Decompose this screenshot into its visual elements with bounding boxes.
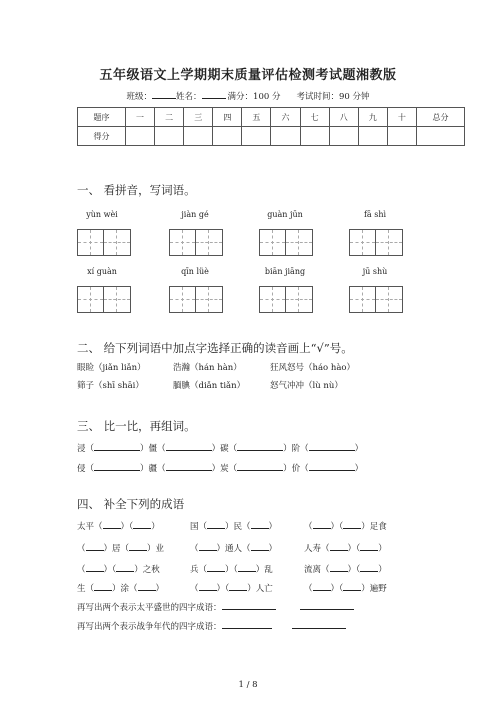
idiom-blank[interactable] bbox=[103, 519, 121, 529]
idiom-text: 太平（ bbox=[77, 522, 103, 532]
answer-blank[interactable] bbox=[292, 619, 346, 629]
answer-blank[interactable] bbox=[309, 461, 355, 471]
idiom-text: ）民（ bbox=[225, 522, 251, 532]
exam-info-line bbox=[0, 89, 496, 102]
score-header-cell: 九 bbox=[358, 108, 387, 127]
score-cell[interactable] bbox=[213, 127, 242, 146]
section-1-title: 一、 看拼音，写词语。 bbox=[77, 183, 196, 197]
idiom-text: （ bbox=[77, 565, 86, 575]
compare-char: 炭 bbox=[220, 464, 229, 474]
idiom-line bbox=[304, 581, 387, 594]
idiom-text: 生（ bbox=[77, 584, 95, 594]
section-3-title: 三、 比一比，再组词。 bbox=[77, 419, 196, 433]
score-cell[interactable] bbox=[155, 127, 184, 146]
idiom-text: 兵（ bbox=[190, 565, 208, 575]
answer-blank[interactable] bbox=[94, 461, 140, 471]
class-label: 班级： bbox=[126, 92, 153, 102]
idiom-blank[interactable] bbox=[138, 581, 156, 591]
answer-blank[interactable] bbox=[94, 441, 140, 451]
idiom-text: ）（ bbox=[216, 584, 230, 594]
idiom-text: ）（ bbox=[330, 584, 344, 594]
reading-choice[interactable]: 筛子（shī shāi） bbox=[77, 381, 144, 391]
name-label: 姓名： bbox=[176, 92, 202, 102]
idiom-text: ） bbox=[151, 522, 160, 532]
score-header-cell: 七 bbox=[300, 108, 329, 127]
idiom-line bbox=[304, 541, 387, 554]
pinyin-label: fā shì bbox=[363, 210, 387, 219]
reading-choice[interactable]: 腼腆（diǎn tiǎn） bbox=[173, 381, 246, 391]
answer-blank[interactable] bbox=[166, 441, 212, 451]
page-title: 五年级语文上学期期末质量评估检测考试题湘教版 bbox=[99, 68, 397, 83]
idiom-text: ）足食 bbox=[361, 522, 387, 532]
idiom-blank[interactable] bbox=[360, 541, 378, 551]
idiom-text: ）（ bbox=[103, 565, 117, 575]
score-row-label: 得分 bbox=[78, 127, 126, 146]
tian-grid-box[interactable] bbox=[349, 229, 403, 256]
answer-blank[interactable] bbox=[166, 461, 212, 471]
idiom-blank[interactable] bbox=[313, 581, 331, 591]
idiom-line bbox=[77, 541, 164, 554]
score-cell[interactable] bbox=[387, 127, 416, 146]
idiom-line bbox=[190, 541, 277, 554]
compare-row: 侵（ ）疆（ ）炭（ ）价（ ） bbox=[77, 461, 363, 474]
idiom-blank[interactable] bbox=[199, 581, 217, 591]
idiom-text: ）人亡 bbox=[247, 584, 273, 594]
idiom-text: ）涂（ bbox=[112, 584, 138, 594]
idiom-blank[interactable] bbox=[229, 581, 247, 591]
compare-char: 疆 bbox=[148, 464, 158, 474]
score-header-cell: 十 bbox=[387, 108, 416, 127]
idiom-blank[interactable] bbox=[86, 541, 104, 551]
score-header-cell: 总分 bbox=[417, 108, 465, 127]
score-header-cell: 三 bbox=[184, 108, 213, 127]
score-header-cell: 题序 bbox=[78, 108, 126, 127]
pinyin-label: biān jiāng bbox=[264, 267, 306, 276]
score-header-cell: 五 bbox=[242, 108, 271, 127]
idiom-text: ）业 bbox=[147, 544, 165, 554]
idiom-blank[interactable] bbox=[251, 541, 269, 551]
reading-choice[interactable]: 眼睑（jiǎn liǎn） bbox=[77, 363, 146, 373]
idiom-text: （ bbox=[190, 584, 199, 594]
section-4-title: 四、 补全下列的成语 bbox=[77, 497, 185, 511]
answer-blank[interactable] bbox=[237, 441, 283, 451]
answer-blank[interactable] bbox=[222, 619, 272, 629]
reading-choice[interactable]: 浩瀚（hán hàn） bbox=[173, 363, 242, 373]
idiom-text: ）（ bbox=[347, 565, 361, 575]
pinyin-label: guàn jūn bbox=[267, 210, 303, 219]
exam-time: 考试时间：90 分钟 bbox=[296, 92, 370, 102]
idiom-blank[interactable] bbox=[343, 581, 361, 591]
write-idioms-war bbox=[77, 619, 346, 632]
pinyin-label: qīn lüè bbox=[181, 267, 209, 276]
answer-blank[interactable] bbox=[309, 441, 355, 451]
write-prompt: 再写出两个表示战争年代的四字成语： bbox=[77, 622, 222, 632]
score-cell[interactable] bbox=[271, 127, 300, 146]
idiom-blank[interactable] bbox=[116, 562, 134, 572]
full-score: 满分：100 分 bbox=[227, 92, 281, 102]
tian-grid-box[interactable] bbox=[169, 286, 223, 313]
answer-blank[interactable] bbox=[222, 600, 276, 610]
idiom-text: ）居（ bbox=[103, 544, 130, 554]
write-idioms-peace bbox=[77, 600, 354, 613]
idiom-line bbox=[77, 562, 160, 575]
idiom-line bbox=[77, 519, 160, 532]
score-header-cell: 四 bbox=[213, 108, 242, 127]
write-prompt: 再写出两个表示太平盛世的四字成语： bbox=[77, 603, 222, 613]
idiom-line bbox=[190, 581, 273, 594]
page-number: 1 / 8 bbox=[238, 680, 258, 690]
idiom-blank[interactable] bbox=[133, 519, 151, 529]
idiom-line bbox=[304, 562, 387, 575]
score-cell[interactable] bbox=[417, 127, 465, 146]
compare-char: 僵 bbox=[148, 444, 158, 454]
score-header-cell: 六 bbox=[271, 108, 300, 127]
pinyin-label: jiàn gé bbox=[181, 210, 209, 219]
score-cell[interactable] bbox=[126, 127, 155, 146]
score-cell[interactable] bbox=[242, 127, 271, 146]
idiom-line bbox=[77, 581, 164, 594]
idiom-blank[interactable] bbox=[251, 519, 269, 529]
compare-char: 阶 bbox=[291, 444, 301, 454]
idiom-blank[interactable] bbox=[360, 562, 378, 572]
tian-grid-box[interactable] bbox=[77, 286, 131, 313]
idiom-line bbox=[190, 562, 273, 575]
score-cell[interactable] bbox=[184, 127, 213, 146]
idiom-text: ）乱 bbox=[255, 565, 273, 575]
tian-grid-box[interactable] bbox=[169, 229, 223, 256]
idiom-text: （ bbox=[77, 544, 86, 554]
idiom-blank[interactable] bbox=[313, 519, 331, 529]
idiom-blank[interactable] bbox=[343, 519, 361, 529]
idiom-text: 人寿（ bbox=[304, 544, 330, 554]
pinyin-label: yùn wèi bbox=[86, 210, 118, 219]
score-table-score-row bbox=[78, 127, 465, 146]
idiom-blank[interactable] bbox=[129, 541, 147, 551]
pinyin-label: xí guàn bbox=[87, 267, 117, 276]
idiom-blank[interactable] bbox=[207, 562, 225, 572]
score-table-header-row bbox=[78, 108, 465, 127]
pinyin-label: jū shù bbox=[362, 267, 388, 276]
idiom-text: 流离（ bbox=[304, 565, 330, 575]
idiom-blank[interactable] bbox=[238, 562, 256, 572]
idiom-text: （ bbox=[304, 584, 313, 594]
tian-grid-box[interactable] bbox=[77, 229, 131, 256]
score-header-cell: 八 bbox=[329, 108, 358, 127]
score-cell[interactable] bbox=[300, 127, 329, 146]
name-blank[interactable] bbox=[202, 89, 226, 99]
answer-blank[interactable] bbox=[237, 461, 283, 471]
idiom-blank[interactable] bbox=[94, 581, 112, 591]
reading-choice[interactable]: 怒气冲冲（lù nù） bbox=[270, 381, 343, 391]
idiom-text: ） bbox=[268, 522, 278, 532]
compare-char: 价 bbox=[291, 464, 301, 474]
idiom-text: ）（ bbox=[347, 544, 361, 554]
score-cell[interactable] bbox=[329, 127, 358, 146]
idiom-text: ） bbox=[378, 544, 387, 554]
score-table bbox=[77, 107, 465, 146]
idiom-text: 国（ bbox=[190, 522, 208, 532]
idiom-text: ）遍野 bbox=[361, 584, 387, 594]
idiom-blank[interactable] bbox=[330, 541, 348, 551]
idiom-text: （ bbox=[304, 522, 313, 532]
score-header-cell: 二 bbox=[155, 108, 184, 127]
idiom-blank[interactable] bbox=[330, 562, 348, 572]
compare-char: 碳 bbox=[220, 444, 229, 454]
compare-char: 浸 bbox=[77, 444, 86, 454]
score-cell[interactable] bbox=[358, 127, 387, 146]
tian-grid-box[interactable] bbox=[259, 286, 313, 313]
idiom-text: ） bbox=[378, 565, 387, 575]
tian-grid-box[interactable] bbox=[349, 286, 403, 313]
answer-blank[interactable] bbox=[300, 600, 354, 610]
tian-grid-box[interactable] bbox=[259, 229, 313, 256]
score-header-cell: 一 bbox=[126, 108, 155, 127]
idiom-text: ）（ bbox=[120, 522, 134, 532]
compare-char: 侵 bbox=[77, 464, 86, 474]
idiom-text: ）（ bbox=[225, 565, 238, 575]
idiom-line bbox=[304, 519, 387, 532]
idiom-text: （ bbox=[190, 544, 199, 554]
reading-choice[interactable]: 狂风怒号（háo hào） bbox=[270, 363, 356, 373]
section-2-title: 二、 给下列词语中加点字选择正确的读音画上“√”号。 bbox=[77, 341, 353, 355]
idiom-text: ）通人（ bbox=[216, 544, 251, 554]
idiom-blank[interactable] bbox=[199, 541, 217, 551]
idiom-text: ）之秋 bbox=[134, 565, 160, 575]
class-blank[interactable] bbox=[152, 89, 176, 99]
idiom-text: ） bbox=[268, 544, 278, 554]
compare-row: 浸（ ）僵（ ）碳（ ）阶（ ） bbox=[77, 441, 363, 454]
idiom-blank[interactable] bbox=[207, 519, 225, 529]
idiom-line bbox=[190, 519, 277, 532]
idiom-blank[interactable] bbox=[86, 562, 104, 572]
idiom-text: ） bbox=[155, 584, 165, 594]
idiom-text: ）（ bbox=[330, 522, 344, 532]
